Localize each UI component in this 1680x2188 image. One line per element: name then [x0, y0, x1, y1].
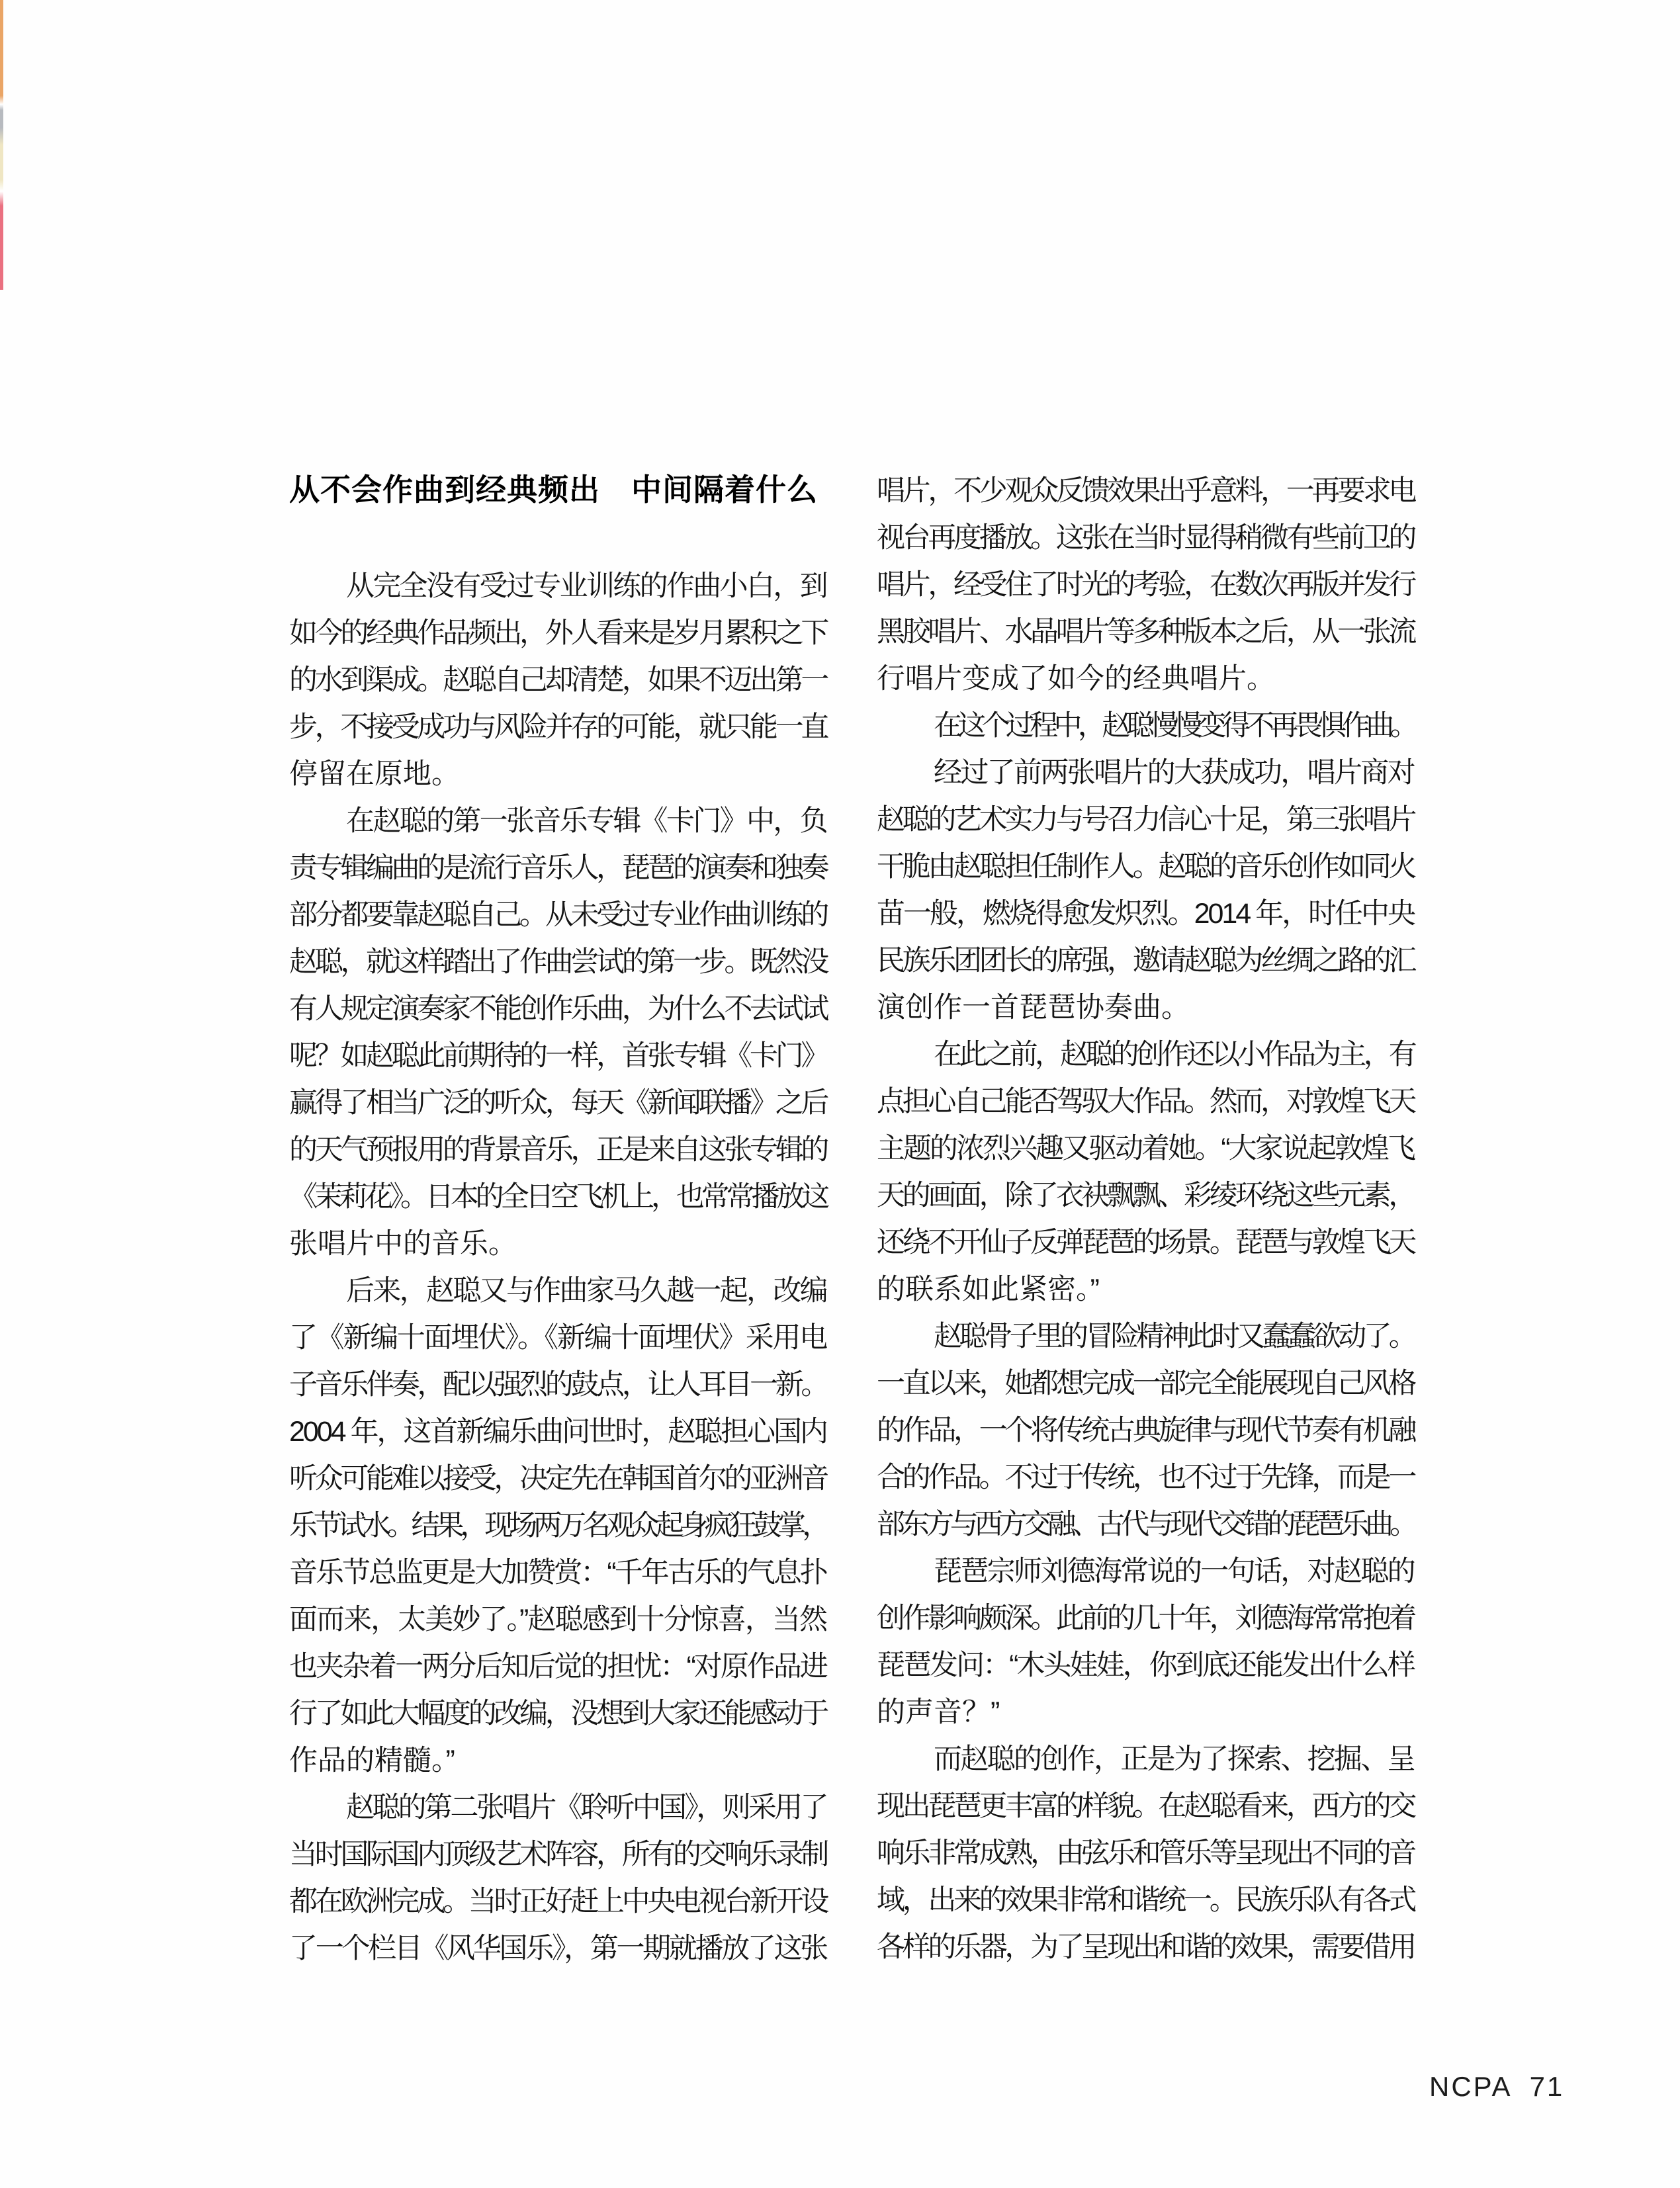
text-line: 主题的浓烈兴趣又驱动着她。“大家说起敦煌飞 — [877, 1133, 1414, 1164]
text-line: 2004 年，这首新编乐曲问世时，赵聪担心国内 — [289, 1416, 826, 1448]
text-line: 一直以来，她都想完成一部完全能展现自己风格 — [877, 1368, 1415, 1399]
text-line: 赵聪骨子里的冒险精神此时又蠢蠢欲动了。 — [934, 1321, 1414, 1352]
text-line: 而赵聪的创作，正是为了探索、挖掘、呈 — [934, 1743, 1414, 1775]
text-line: 点担心自己能否驾驭大作品。然而，对敦煌飞天 — [877, 1086, 1415, 1117]
text-line: 了《新编十面埋伏》。《新编十面埋伏》采用电 — [289, 1322, 826, 1354]
text-line: 苗一般，燃烧得愈发炽烈。2014 年，时任中央 — [877, 898, 1414, 930]
text-line: 部东方与西方交融、古代与现代交错的琵琶乐曲。 — [877, 1509, 1415, 1540]
text-line: 呢？如赵聪此前期待的一样，首张专辑《卡门》 — [289, 1040, 827, 1072]
text-line: 视台再度播放。这张在当时显得稍微有些前卫的 — [877, 522, 1415, 554]
text-line: 各样的乐器，为了呈现出和谐的效果，需要借用 — [877, 1931, 1415, 1963]
text-line: 部分都要靠赵聪自己。从未受过专业作曲训练的 — [289, 899, 827, 931]
text-line: 行了如此大幅度的改编，没想到大家还能感动于 — [289, 1698, 827, 1729]
text-line: 的声音？” — [877, 1696, 1000, 1728]
text-line: 在此之前，赵聪的创作还以小作品为主，有 — [934, 1039, 1414, 1071]
text-line: 也夹杂着一两分后知后觉的担忧：“对原作品进 — [289, 1651, 826, 1683]
text-line: 赵聪的第二张唱片《聆听中国》，则采用了 — [346, 1792, 826, 1823]
text-line: 天的画面，除了衣袂飘飘、彩绫环绕这些元素， — [877, 1180, 1415, 1211]
text-line: 琵琶发问：“木头娃娃，你到底还能发出什么样 — [877, 1649, 1414, 1681]
text-line: 民族乐团团长的席强，邀请赵聪为丝绸之路的汇 — [877, 945, 1415, 977]
page-number: 71 — [1529, 2071, 1565, 2102]
text-line: 唱片，经受住了时光的考验，在数次再版并发行 — [877, 569, 1415, 601]
text-line: 还绕不开仙子反弹琵琶的场景。琵琶与敦煌飞天 — [877, 1227, 1415, 1258]
text-line: 作品的精髓。” — [289, 1745, 455, 1776]
text-line: 《茉莉花》。日本的全日空飞机上，也常常播放这 — [289, 1181, 827, 1213]
text-line: 在这个过程中，赵聪慢慢变得不再畏惧作曲。 — [934, 710, 1414, 742]
text-line: 当时国际国内顶级艺术阵容，所有的交响乐录制 — [289, 1839, 827, 1870]
article-section-title: 从不会作曲到经典频出 中间隔着什么 — [289, 472, 818, 507]
text-line: 步，不接受成功与风险并存的可能，就只能一直 — [289, 711, 827, 743]
text-line: 响乐非常成熟，由弦乐和管乐等呈现出不同的音 — [877, 1837, 1415, 1869]
text-line: 在赵聪的第一张音乐专辑《卡门》中，负 — [346, 805, 826, 837]
text-column-right — [877, 468, 1414, 1971]
text-line: 干脆由赵聪担任制作人。赵聪的音乐创作如同火 — [877, 851, 1415, 883]
text-line: 的水到渠成。赵聪自己却清楚，如果不迈出第一 — [289, 664, 827, 696]
text-line: 黑胶唱片、水晶唱片等多种版本之后，从一张流 — [877, 616, 1415, 648]
magazine-logo: NCPA — [1429, 2071, 1513, 2102]
text-line: 听众可能难以接受，决定先在韩国首尔的亚洲音 — [289, 1463, 827, 1495]
text-line: 演创作一首琵琶协奏曲。 — [877, 992, 1190, 1024]
text-line: 后来，赵聪又与作曲家马久越一起，改编 — [346, 1275, 826, 1307]
text-line: 的天气预报用的背景音乐，正是来自这张专辑的 — [289, 1134, 827, 1166]
text-line: 从完全没有受过专业训练的作曲小白，到 — [346, 570, 826, 602]
text-line: 创作影响颇深。此前的几十年，刘德海常常抱着 — [877, 1602, 1415, 1634]
text-column-left — [289, 563, 826, 1972]
text-line: 了一个栏目《风华国乐》，第一期就播放了这张 — [289, 1933, 826, 1964]
text-line: 赵聪，就这样踏出了作曲尝试的第一步。既然没 — [289, 946, 827, 978]
text-line: 乐节试水。结果，现场两万名观众起身疯狂鼓掌， — [289, 1510, 827, 1542]
text-line: 行唱片变成了如今的经典唱片。 — [877, 663, 1275, 695]
text-line: 都在欧洲完成。当时正好赶上中央电视台新开设 — [289, 1886, 827, 1917]
text-line: 的联系如此紧密。” — [877, 1274, 1100, 1305]
text-line: 唱片，不少观众反馈效果出乎意料，一再要求电 — [877, 475, 1415, 507]
text-line: 赵聪的艺术实力与号召力信心十足，第三张唱片 — [877, 804, 1415, 836]
text-line: 的作品，一个将传统古典旋律与现代节奏有机融 — [877, 1415, 1415, 1446]
text-line: 域，出来的效果非常和谐统一。民族乐队有各式 — [877, 1884, 1415, 1916]
text-line: 有人规定演奏家不能创作乐曲，为什么不去试试 — [289, 993, 827, 1025]
page-footer — [1429, 2071, 1564, 2103]
text-line: 如今的经典作品频出，外人看来是岁月累积之下 — [289, 617, 827, 649]
text-line: 经过了前两张唱片的大获成功，唱片商对 — [934, 757, 1414, 789]
text-line: 音乐节总监更是大加赞赏：“千年古乐的气息扑 — [289, 1557, 826, 1589]
text-line: 赢得了相当广泛的听众，每天《新闻联播》之后 — [289, 1087, 827, 1119]
page-edge-mark — [0, 0, 3, 290]
text-line: 子音乐伴奏，配以强烈的鼓点，让人耳目一新。 — [289, 1369, 827, 1401]
text-line: 张唱片中的音乐。 — [289, 1228, 517, 1260]
text-line: 面而来，太美妙了。”赵聪感到十分惊喜，当然 — [289, 1604, 827, 1636]
text-line: 合的作品。不过于传统，也不过于先锋，而是一 — [877, 1462, 1415, 1493]
text-line: 琵琶宗师刘德海常说的一句话，对赵聪的 — [934, 1555, 1414, 1587]
text-line: 现出琵琶更丰富的样貌。在赵聪看来，西方的交 — [877, 1790, 1415, 1822]
text-line: 停留在原地。 — [289, 758, 460, 790]
text-line: 责专辑编曲的是流行音乐人，琵琶的演奏和独奏 — [289, 852, 827, 884]
